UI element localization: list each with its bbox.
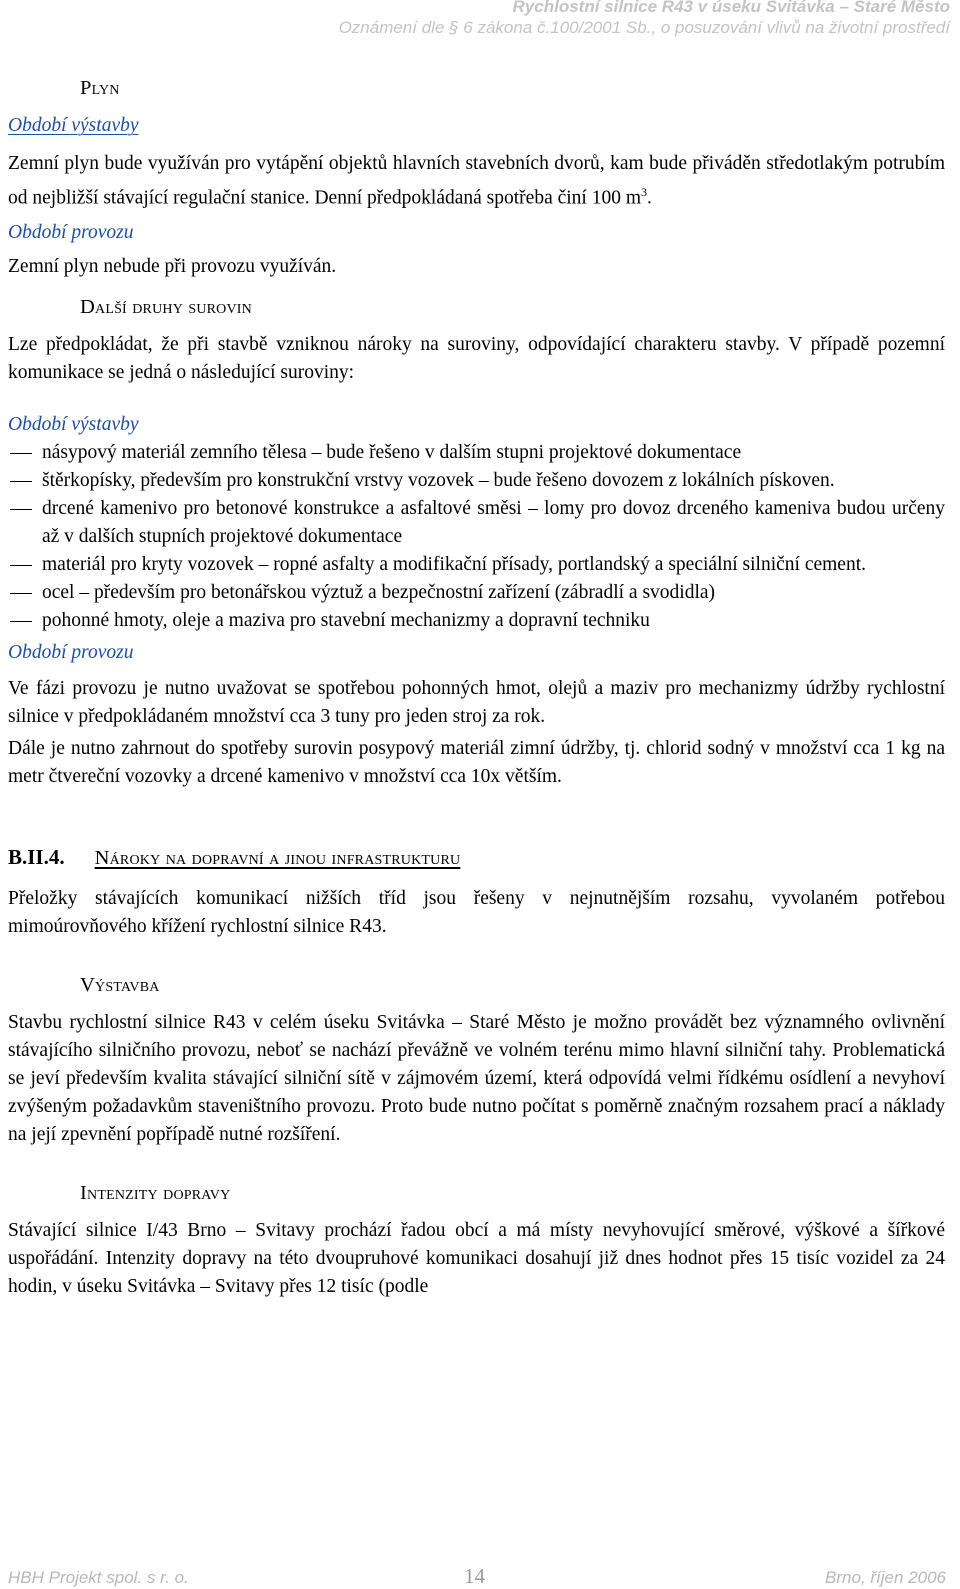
label-surovin-construction: Období výstavby: [8, 413, 139, 435]
paragraph-b-ii-4-intro: Přeložky stávajících komunikací nižších tříd jsou řešeny v nejnutnějším rozsahu, vyvolaném potřebou mimoúrovňového křížení rychlostní silnice R43.: [8, 887, 945, 937]
header-project-title: Rychlostní silnice R43 v úseku Svitávka – Staré Město: [512, 0, 950, 16]
label-construction-period: Období výstavby: [8, 115, 139, 136]
paragraph-intenzity: Stávající silnice I/43 Brno – Svitavy prochází řadou obcí a má místy nevyhovující směrové, výškové a šířkové uspořádání. Intenzity dopravy na této dvoupruhové komunikaci dosahují již dnes hodnot přes 15 tisíc vozidel za 24 hodin, v úseku Svitávka – Svitavy přes 12 tisíc (podle: [8, 1219, 945, 1297]
list-item: násypový materiál zemního tělesa – bude řešeno v dalším stupni projektové dokumentace: [8, 439, 945, 467]
section-number: B.II.4.: [8, 844, 65, 869]
heading-plyn: Plyn: [80, 77, 120, 99]
list-item: štěrkopísky, především pro konstrukční vrstvy vozovek – bude řešeno dovozem z lokálních pískoven.: [8, 467, 945, 495]
footer-page-number: 14: [464, 1564, 485, 1588]
label-surovin-operation: Období provozu: [8, 641, 134, 663]
paragraph-surovin-operation-2: Dále je nutno zahrnout do spotřeby surovin posypový materiál zimní údržby, tj. chlorid sodný v množství cca 1 kg na metr čtvereční vozovky a drcené kamenivo v množství cca 10x větším.: [8, 737, 945, 787]
heading-vystavba: Výstavba: [80, 973, 160, 996]
list-item: ocel – především pro betonářskou výztuž a bezpečnostní zařízení (zábradlí a svodidla): [8, 579, 945, 607]
section-title: Nároky na dopravní a jinou infrastrukturu: [94, 846, 461, 869]
materials-list: [8, 439, 945, 635]
paragraph-plyn-construction: Zemní plyn bude využíván pro vytápění objektů hlavních stavebních dvorů, kam bude přiváděn středotlakým potrubím od nejbližší stávající regulační stanice. Denní předpokládaná spotřeba činí 100 $m^3$.: [8, 153, 945, 209]
paragraph-surovin-intro: Lze předpokládat, že při stavbě vzniknou nároky na suroviny, odpovídající charakteru stavby. V případě pozemní komunikace se jedná o následující suroviny:: [8, 333, 945, 383]
list-item: drcené kamenivo pro betonové konstrukce a asfaltové směsi – lomy pro dovoz drceného kameniva budou určeny až v dalších stupních projektové dokumentace: [8, 495, 945, 551]
page-content: [8, 72, 945, 1301]
heading-intenzity-dopravy: Intenzity dopravy: [80, 1181, 231, 1204]
footer-date: Brno, říjen 2006: [825, 1568, 946, 1587]
paragraph-plyn-operation: Zemní plyn nebude při provozu využíván.: [8, 255, 337, 277]
label-operation-period: Období provozu: [8, 221, 134, 243]
page-footer: [8, 1564, 946, 1588]
heading-dalsi-druhy-surovin: Další druhy surovin: [80, 295, 252, 318]
paragraph-vystavba: Stavbu rychlostní silnice R43 v celém úseku Svitávka – Staré Město je možno provádět bez významného ovlivnění stávajícího silničního provozu, neboť se nachází převážně ve volném terénu mimo hlavní silniční tahy. Problematická se jeví především kvalita stávající silniční sítě v zájmovém území, která odpovídá velmi řídkému osídlení a nevyhoví zvýšeným požadavkům staveništního provozu. Proto bude nutno počítat s poměrně značným rozsahem prací a náklady na její zpevnění popřípadě nutné rozšíření.: [8, 1011, 945, 1145]
list-item: pohonné hmoty, oleje a maziva pro stavební mechanizmy a dopravní techniku: [8, 607, 945, 635]
header-legal-reference: Oznámení dle § 6 zákona č.100/2001 Sb., o posuzování vlivů na životní prostředí: [338, 18, 950, 37]
paragraph-surovin-operation-1: Ve fázi provozu je nutno uvažovat se spotřebou pohonných hmot, olejů a maziv pro mechanizmy údržby rychlostní silnice v předpokládaném množství cca 3 tuny pro jeden stroj za rok.: [8, 677, 945, 727]
section-heading-b-ii-4: [8, 843, 945, 873]
list-item: materiál pro kryty vozovek – ropné asfalty a modifikační přísady, portlandský a speciální silniční cement.: [8, 551, 945, 579]
footer-company: HBH Projekt spol. s r. o.: [8, 1568, 189, 1587]
